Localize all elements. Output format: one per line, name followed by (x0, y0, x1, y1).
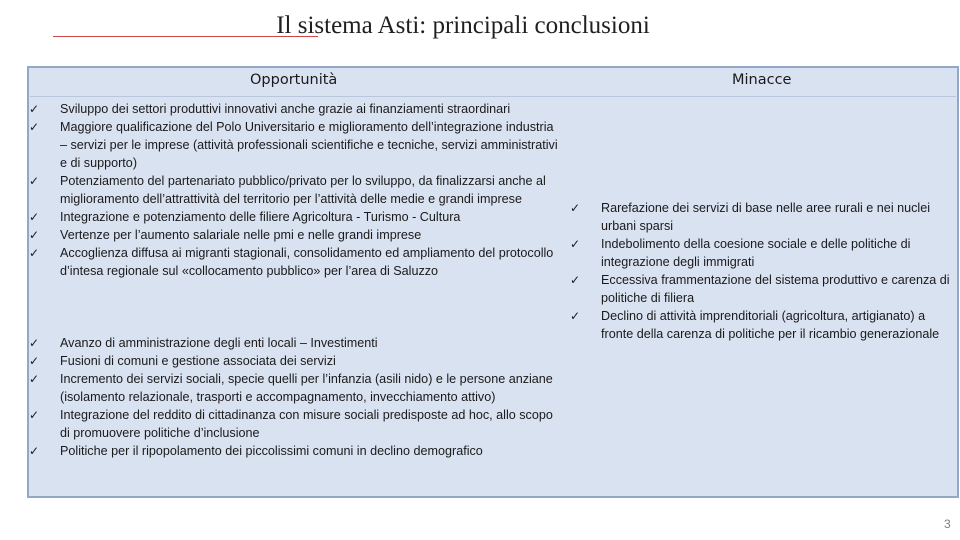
opportunities-list-2 (29, 334, 564, 460)
list-item: ✓ Avanzo di amministrazione degli enti locali – Investimenti (29, 336, 378, 350)
check-icon: ✓ (29, 210, 40, 224)
list-item: ✓ Incremento dei servizi sociali, specie quelli per l’infanzia (asili nido) e le persone anziane (isolamento relazionale, trasporti e accompagnamento, invecchiamento attivo) (29, 372, 553, 404)
list-item: ✓ Maggiore qualificazione del Polo Universitario e miglioramento dell’integrazione industria – servizi per le imprese (attività professionali scientifiche e tecniche, servizi amministrativi e di supporto) (29, 120, 558, 170)
list-item: ✓ Rarefazione dei servizi di base nelle aree rurali e nei nuclei urbani sparsi (570, 201, 931, 233)
check-icon: ✓ (29, 444, 40, 458)
threats-header: Minacce (732, 72, 792, 88)
page-number: 3 (944, 517, 951, 531)
list-item: ✓ Sviluppo dei settori produttivi innovativi anche grazie ai finanziamenti straordinari (29, 102, 511, 116)
check-icon: ✓ (570, 309, 581, 323)
check-icon: ✓ (29, 246, 40, 260)
check-icon: ✓ (29, 372, 40, 386)
list-item: ✓ Potenziamento del partenariato pubblico/privato per lo sviluppo, da finalizzarsi anche al miglioramento dell’attrattività del territorio per l’attività delle medie e grandi imprese (29, 174, 546, 206)
list-item: ✓ Politiche per il ripopolamento dei piccolissimi comuni in declino demografico (29, 444, 483, 458)
list-item: ✓ Vertenze per l’aumento salariale nelle pmi e nelle grandi imprese (29, 228, 422, 242)
list-item: ✓ Indebolimento della coesione sociale e delle politiche di integrazione degli immigrati (570, 237, 911, 269)
check-icon: ✓ (29, 174, 40, 188)
check-icon: ✓ (29, 354, 40, 368)
list-item: ✓ Declino di attività imprenditoriali (agricoltura, artigianato) a fronte della carenza di politiche per il ricambio generazionale (570, 309, 940, 341)
slide-title: Il sistema Asti: principali conclusioni (276, 12, 650, 39)
opportunities-header: Opportunità (250, 72, 338, 88)
check-icon: ✓ (29, 408, 40, 422)
opportunities-list-1 (29, 100, 564, 280)
list-item: ✓ Integrazione del reddito di cittadinanza con misure sociali predisposte ad hoc, allo scopo di promuovere politiche d’inclusione (29, 408, 553, 440)
check-icon: ✓ (29, 120, 40, 134)
check-icon: ✓ (29, 336, 40, 350)
check-icon: ✓ (570, 201, 581, 215)
list-item: ✓ Integrazione e potenziamento delle filiere Agricoltura - Turismo - Cultura (29, 210, 461, 224)
threats-list (570, 199, 958, 343)
list-item: ✓ Eccessiva frammentazione del sistema produttivo e carenza di politiche di filiera (570, 273, 950, 305)
check-icon: ✓ (570, 237, 581, 251)
check-icon: ✓ (29, 102, 40, 116)
check-icon: ✓ (570, 273, 581, 287)
check-icon: ✓ (29, 228, 40, 242)
list-item: ✓ Fusioni di comuni e gestione associata dei servizi (29, 354, 336, 368)
title-underline-decoration (53, 36, 318, 37)
column-header-band (30, 69, 956, 97)
list-item: ✓ Accoglienza diffusa ai migranti stagionali, consolidamento ed ampliamento del protocollo d’intesa regionale sul «collocamento pubblico» per l’area di Saluzzo (29, 246, 554, 278)
